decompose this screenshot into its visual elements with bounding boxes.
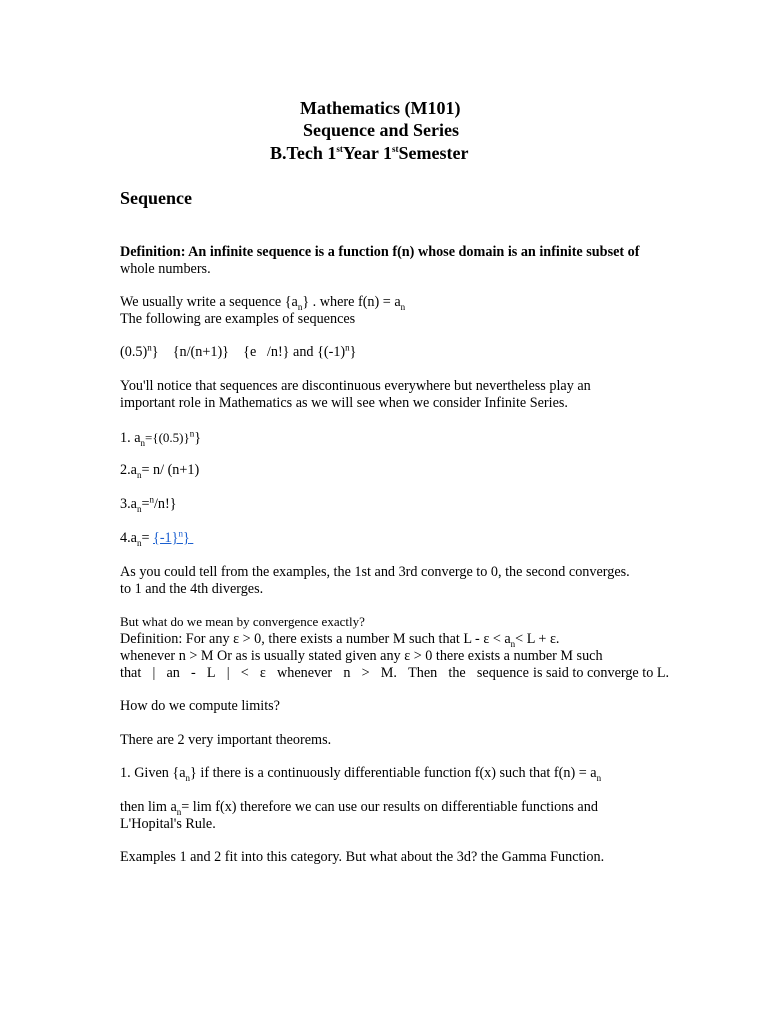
examples-category-line: Examples 1 and 2 fit into this category. But what about the 3d? the Gamma Function.	[120, 849, 605, 865]
convergence-question: But what do we mean by convergence exactly?	[120, 614, 365, 629]
limit-paragraph: then $\lim a_n= \lim f(x)$ therefore we can use our results on differentiable functions and L'Hopital's Rule.	[120, 799, 598, 832]
definition-word: the	[448, 665, 466, 681]
definition-word: Then	[408, 665, 438, 681]
semester-title: B.Tech 1stYear 1stSemester	[270, 143, 469, 163]
definition-word: that	[120, 665, 142, 681]
list-item-2: $2.a_n= n/$ (n+1)	[120, 462, 200, 480]
convergence-paragraph: As you could tell from the examples, the 1st and 3rd converge to 0, the second converges. to 1 and the 4th diverges.	[120, 564, 630, 597]
notation-paragraph: We usually write a sequence $\{a_n\}$ . where $f(n) = a_n$ The following are examples of sequences	[120, 294, 406, 327]
definition-word: whenever	[277, 665, 333, 681]
examples-line: $(0.5)^n$} {n/(n+1)} {e /n!} and $\{(-1)^n\}$	[120, 342, 357, 360]
compute-question: How do we compute limits?	[120, 698, 280, 714]
definition-word: M.	[380, 665, 397, 681]
definition-word: n	[343, 665, 351, 681]
theorem-1: 1. Given $\{a_n\}$ if there is a continuously differentiable function f(x) such that $f(n) = a_n$	[120, 765, 602, 783]
topic-title: Sequence and Series	[303, 120, 460, 140]
list-item-1: 1. $a_n=\{(0.5)\}^n$}	[120, 428, 202, 448]
convergence-definition: Definition: For any ε > 0, there exists a number M such that $L - \varepsilon < a_n< L + \varepsilon$. whenever n > M Or as is usually stated given any ε > 0 there exists a number M such	[120, 631, 603, 664]
definition-word: |	[226, 665, 230, 681]
definition-word: sequence	[476, 665, 529, 681]
definition-word: L	[206, 665, 216, 681]
definition-word: an	[166, 665, 180, 681]
definition-word: -	[191, 665, 196, 681]
list-item-3: $3.a_n=^n/n$!}	[120, 494, 177, 514]
definition-paragraph: Definition: An infinite sequence is a function f(n) whose domain is an infinite subset of whole numbers.	[120, 244, 640, 277]
list-item-4: $4.a_n= \{-1\}^n$}	[120, 530, 193, 547]
definition-word: >	[361, 665, 370, 681]
section-heading: Sequence	[120, 188, 192, 208]
definition-word: ε	[259, 665, 266, 681]
theorems-line: There are 2 very important theorems.	[120, 732, 332, 748]
definition-word: |	[152, 665, 156, 681]
definition-word: <	[240, 665, 249, 681]
notice-paragraph: You'll notice that sequences are discontinuous everywhere but nevertheless play an important role in Mathematics as we will see when we consider Infinite Series.	[120, 378, 591, 411]
sequence-link[interactable]: $\{-1\}^n$}	[153, 528, 190, 546]
course-title: Mathematics (M101)	[300, 98, 461, 118]
convergence-definition-line3: that | an - L | < ε whenever n > M. Then the sequence is said to converge to L.	[120, 665, 670, 681]
